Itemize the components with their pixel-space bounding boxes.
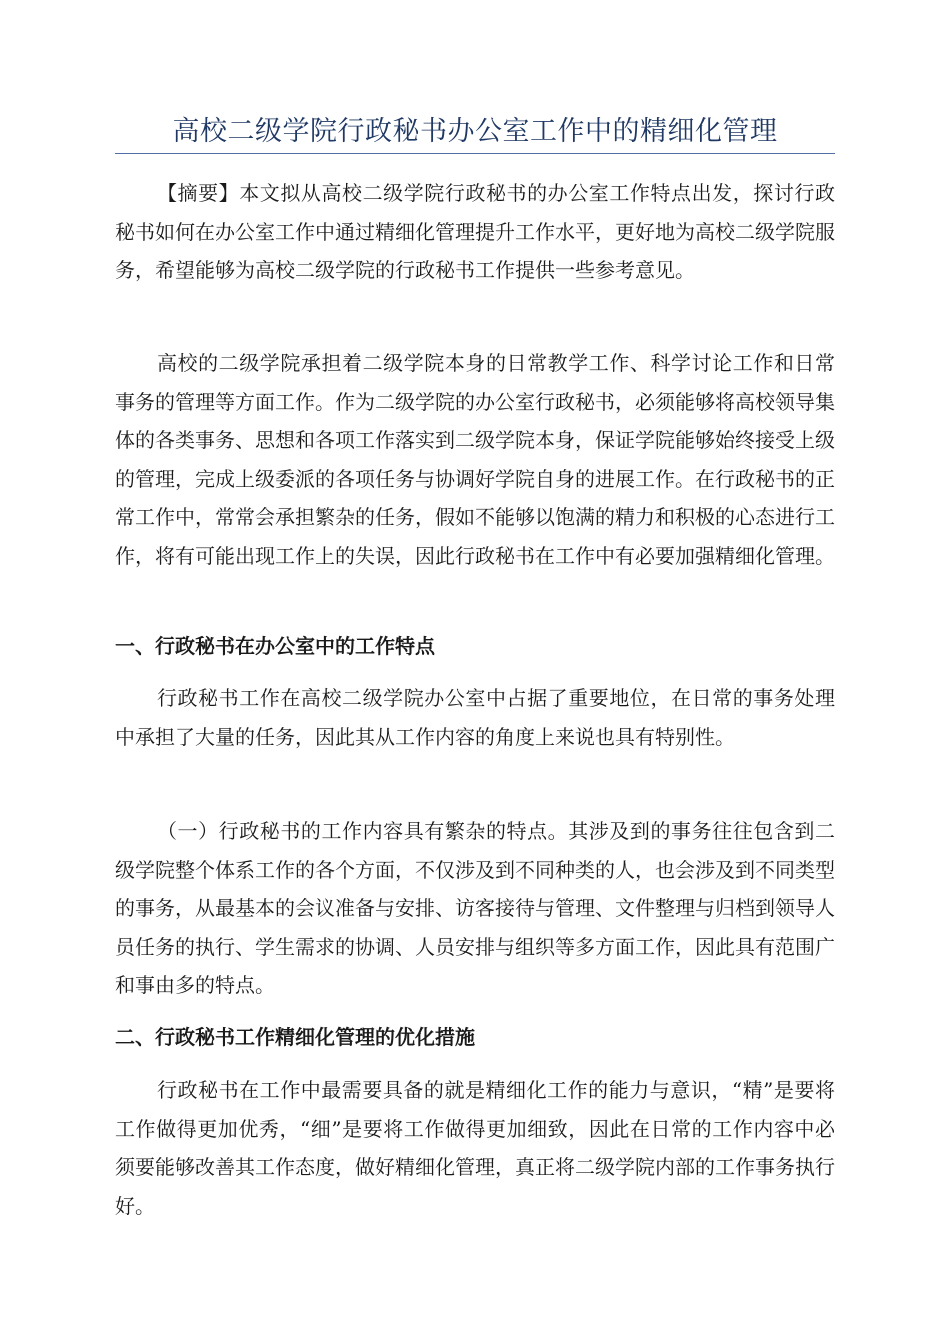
abstract-paragraph: 【摘要】本文拟从高校二级学院行政秘书的办公室工作特点出发，探讨行政秘书如何在办公室工作中通过精细化管理提升工作水平，更好地为高校二级学院服务，希望能够为高校二级学院的行政秘书工作提供一些参考意见。 (115, 181, 835, 282)
section1-paragraph: 行政秘书工作在高校二级学院办公室中占据了重要地位，在日常的事务处理中承担了大量的任务，因此其从工作内容的角度上来说也具有特别性。 (115, 686, 835, 749)
intro-paragraph: 高校的二级学院承担着二级学院本身的日常教学工作、科学讨论工作和日常事务的管理等方面工作。作为二级学院的办公室行政秘书，必须能够将高校领导集体的各类事务、思想和各项工作落实到二级学院本身，保证学院能够始终接受上级的管理，完成上级委派的各项任务与协调好学院自身的进展工作。在行政秘书的正常工作中，常常会承担繁杂的任务，假如不能够以饱满的精力和积极的心态进行工作，将有可能出现工作上的失误，因此行政秘书在工作中有必要加强精细化管理。 (115, 351, 835, 568)
title-underline (115, 153, 835, 154)
section1-heading: 一、行政秘书在办公室中的工作特点 (115, 634, 435, 658)
section1-subpoint-1: （一）行政秘书的工作内容具有繁杂的特点。其涉及到的事务往往包含到二级学院整个体系工作的各个方面，不仅涉及到不同种类的人，也会涉及到不同类型的事务，从最基本的会议准备与安排、访客接待与管理、文件整理与归档到领导人员任务的执行、学生需求的协调、人员安排与组织等多方面工作，因此具有范围广和事由多的特点。 (115, 819, 835, 997)
title-container (115, 112, 835, 152)
section2-paragraph: 行政秘书在工作中最需要具备的就是精细化工作的能力与意识，“精”是要将工作做得更加优秀，“细”是要将工作做得更加细致，因此在日常的工作内容中必须要能够改善其工作态度，做好精细化管理，真正将二级学院内部的工作事务执行好。 (115, 1078, 835, 1218)
section2-heading: 二、行政秘书工作精细化管理的优化措施 (115, 1025, 475, 1049)
document-title: 高校二级学院行政秘书办公室工作中的精细化管理 (172, 116, 778, 147)
